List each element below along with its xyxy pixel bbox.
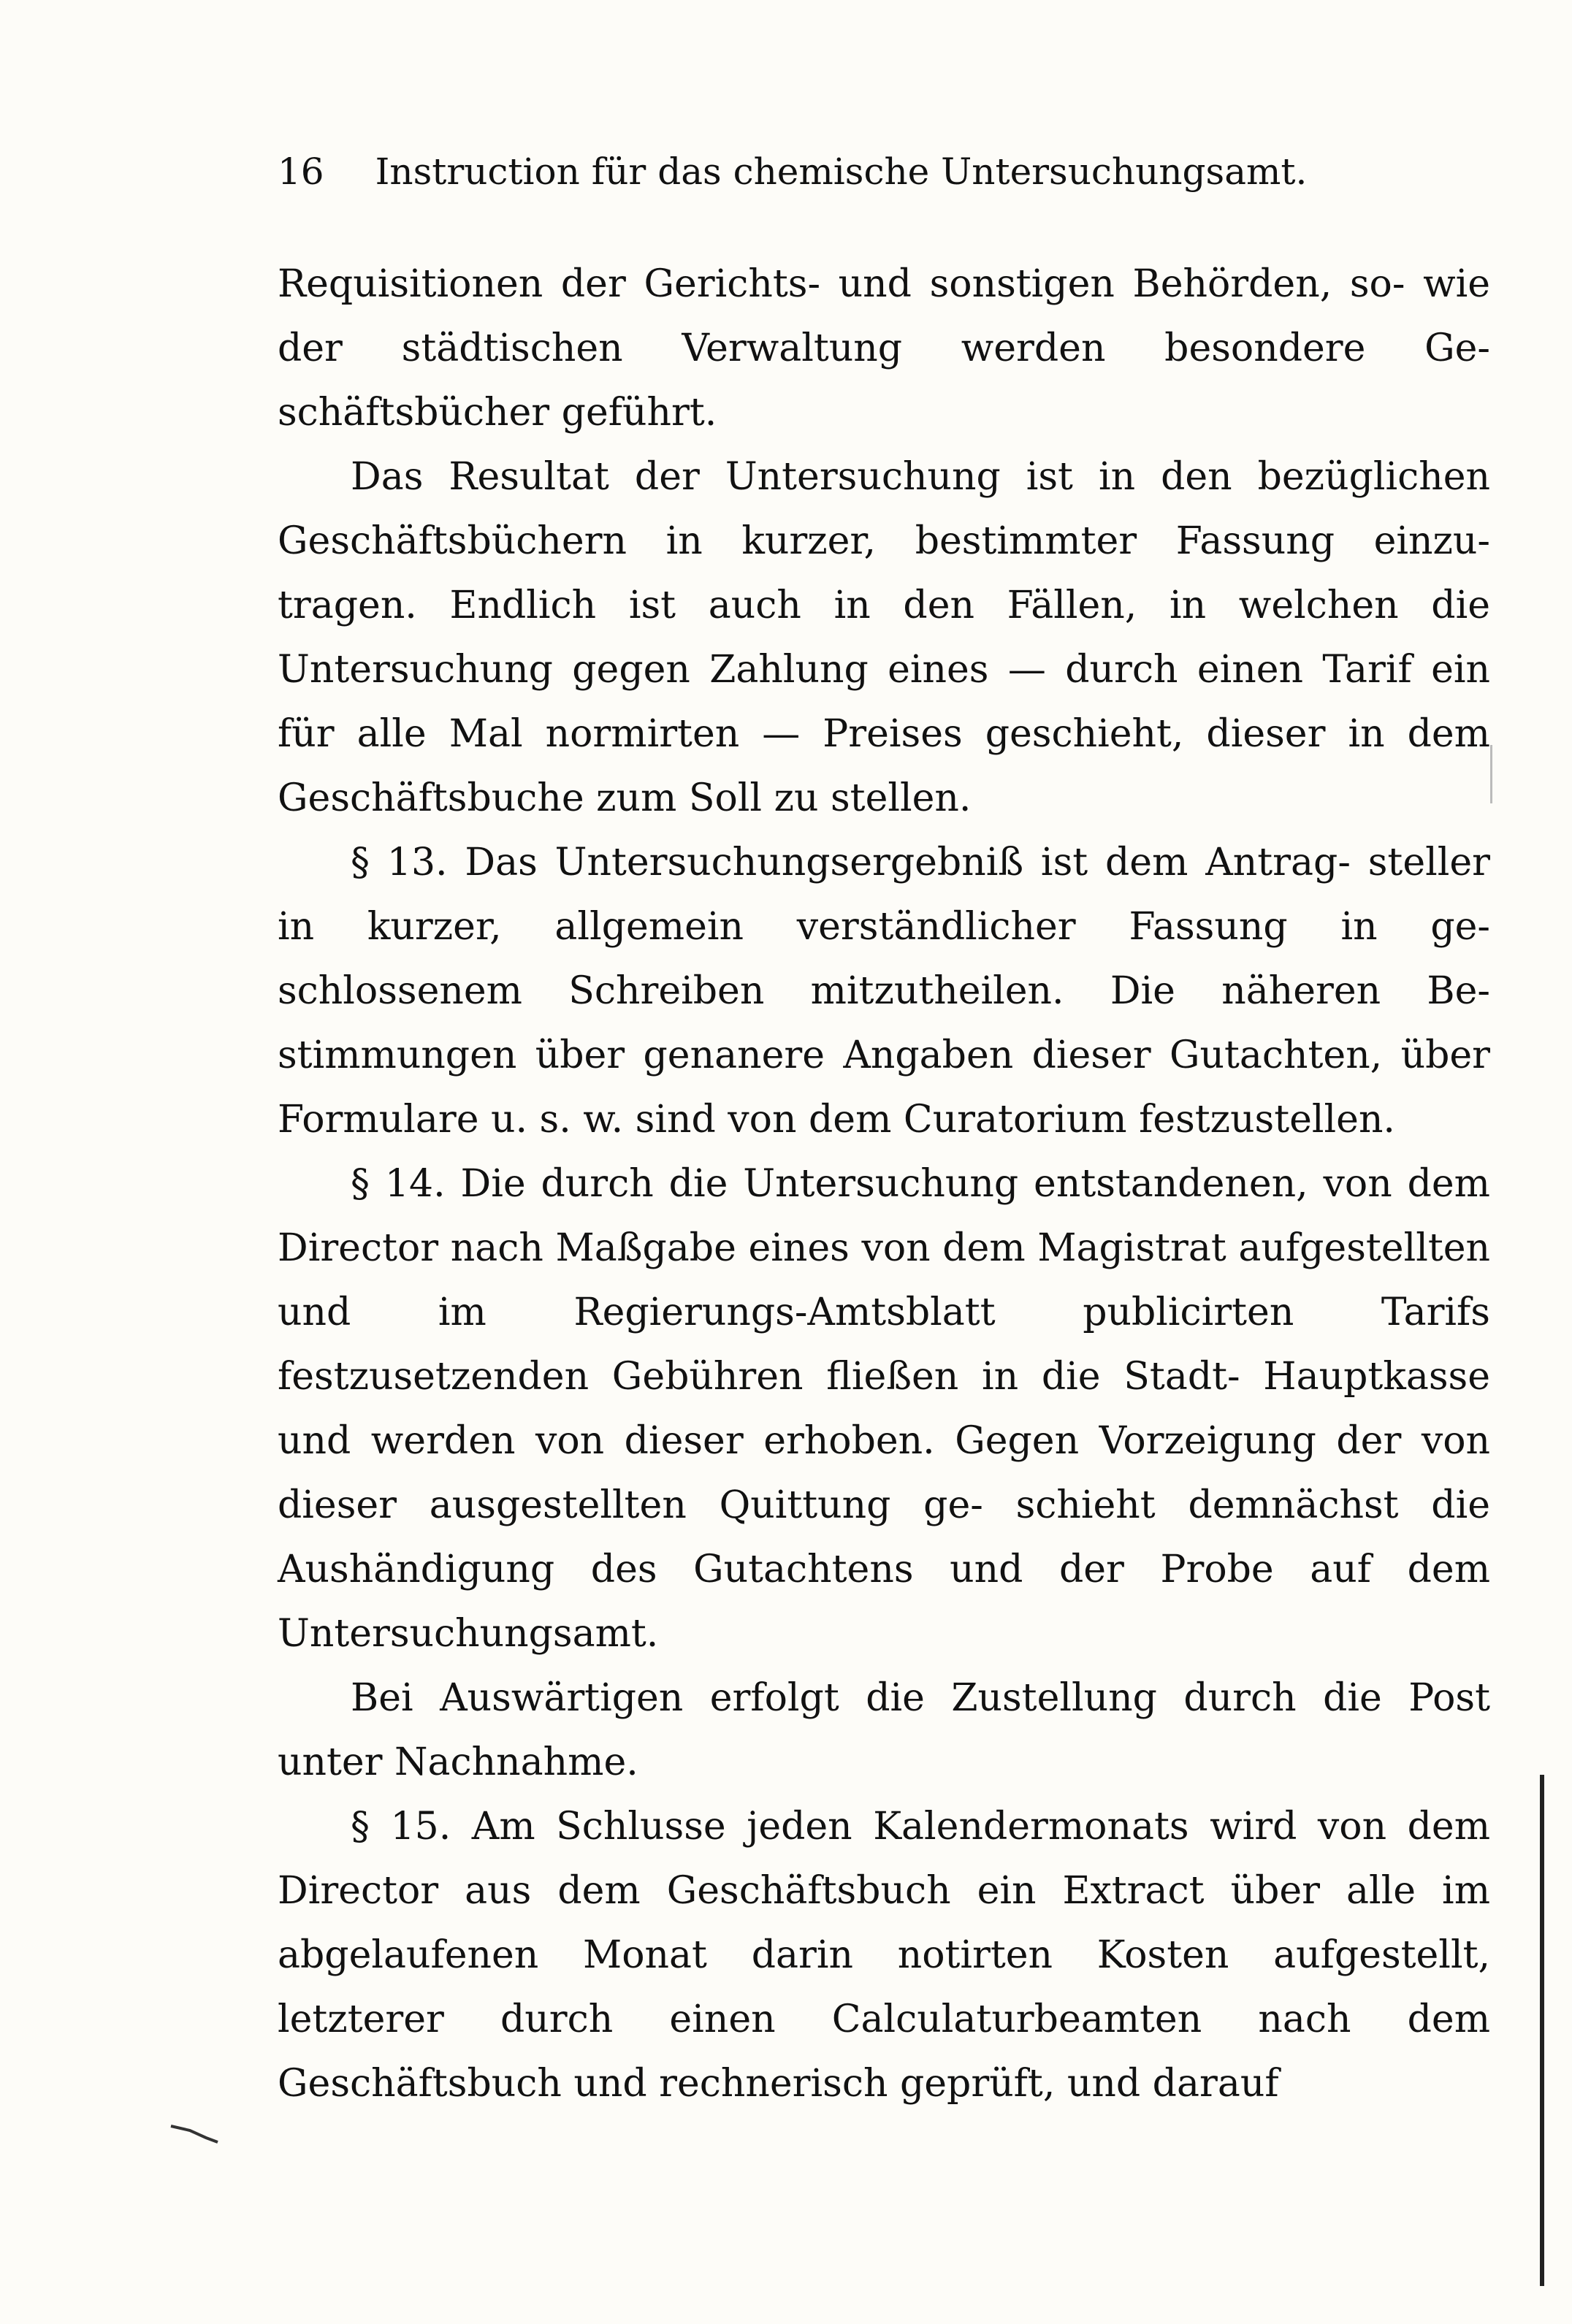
paragraph-requisitionen: Requisitionen der Gerichts- und sonstigen Behörden, so- wie der städtischen Verwaltung werden besondere Ge- schäftsbücher geführt. <box>278 262 1490 435</box>
scan-edge-line <box>1540 1775 1544 2286</box>
scan-edge-mark <box>1490 745 1492 803</box>
paragraph-section-13: § 13. Das Untersuchungsergebniß ist dem Antrag- steller in kurzer, allgemein verständlicher Fassung in ge- schlossenem Schreiben mitzutheilen. Die näheren Be- stimmungen über genanere Angaben dieser Gutachten, über Formulare u. s. w. sind von dem Curatorium festzustellen. <box>278 841 1490 1142</box>
scan-mark <box>169 2122 221 2144</box>
paragraph-section-14: § 14. Die durch die Untersuchung entstandenen, von dem Director nach Maßgabe eines von dem Magistrat aufgestellten und im Regierungs-Amtsblatt publicirten Tarifs festzusetzenden Gebühren fließen in die Stadt- Hauptkasse und werden von dieser erhoben. Gegen Vorzeigung der von dieser ausgestellten Quittung ge- schieht demnächst die Aushändigung des Gutachtens und der Probe auf dem Untersuchungsamt. <box>278 1162 1490 1656</box>
paragraph-resultat: Das Resultat der Untersuchung ist in den bezüglichen Geschäftsbüchern in kurzer, bestimmter Fassung einzu- tragen. Endlich ist auch in den Fällen, in welchen die Untersuchung gegen Zahlung eines — durch einen Tarif ein für alle Mal normirten — Preises geschieht, dieser in dem Geschäftsbuche zum Soll zu stellen. <box>278 455 1490 820</box>
paragraph-auswaertige: Bei Auswärtigen erfolgt die Zustellung durch die Post unter Nachnahme. <box>278 1676 1490 1784</box>
paragraph-section-15: § 15. Am Schlusse jeden Kalendermonats wird von dem Director aus dem Geschäftsbuch ein Extract über alle im abgelaufenen Monat darin notirten Kosten aufgestellt, letzterer durch einen Calculaturbeamten nach dem Geschäftsbuch und rechnerisch geprüft, und darauf <box>278 1805 1490 2106</box>
page-number: 16 <box>278 150 324 193</box>
page-header <box>278 139 1417 205</box>
running-title: Instruction für das chemische Untersuchungsamt. <box>375 150 1308 193</box>
body-text <box>278 252 1490 2116</box>
